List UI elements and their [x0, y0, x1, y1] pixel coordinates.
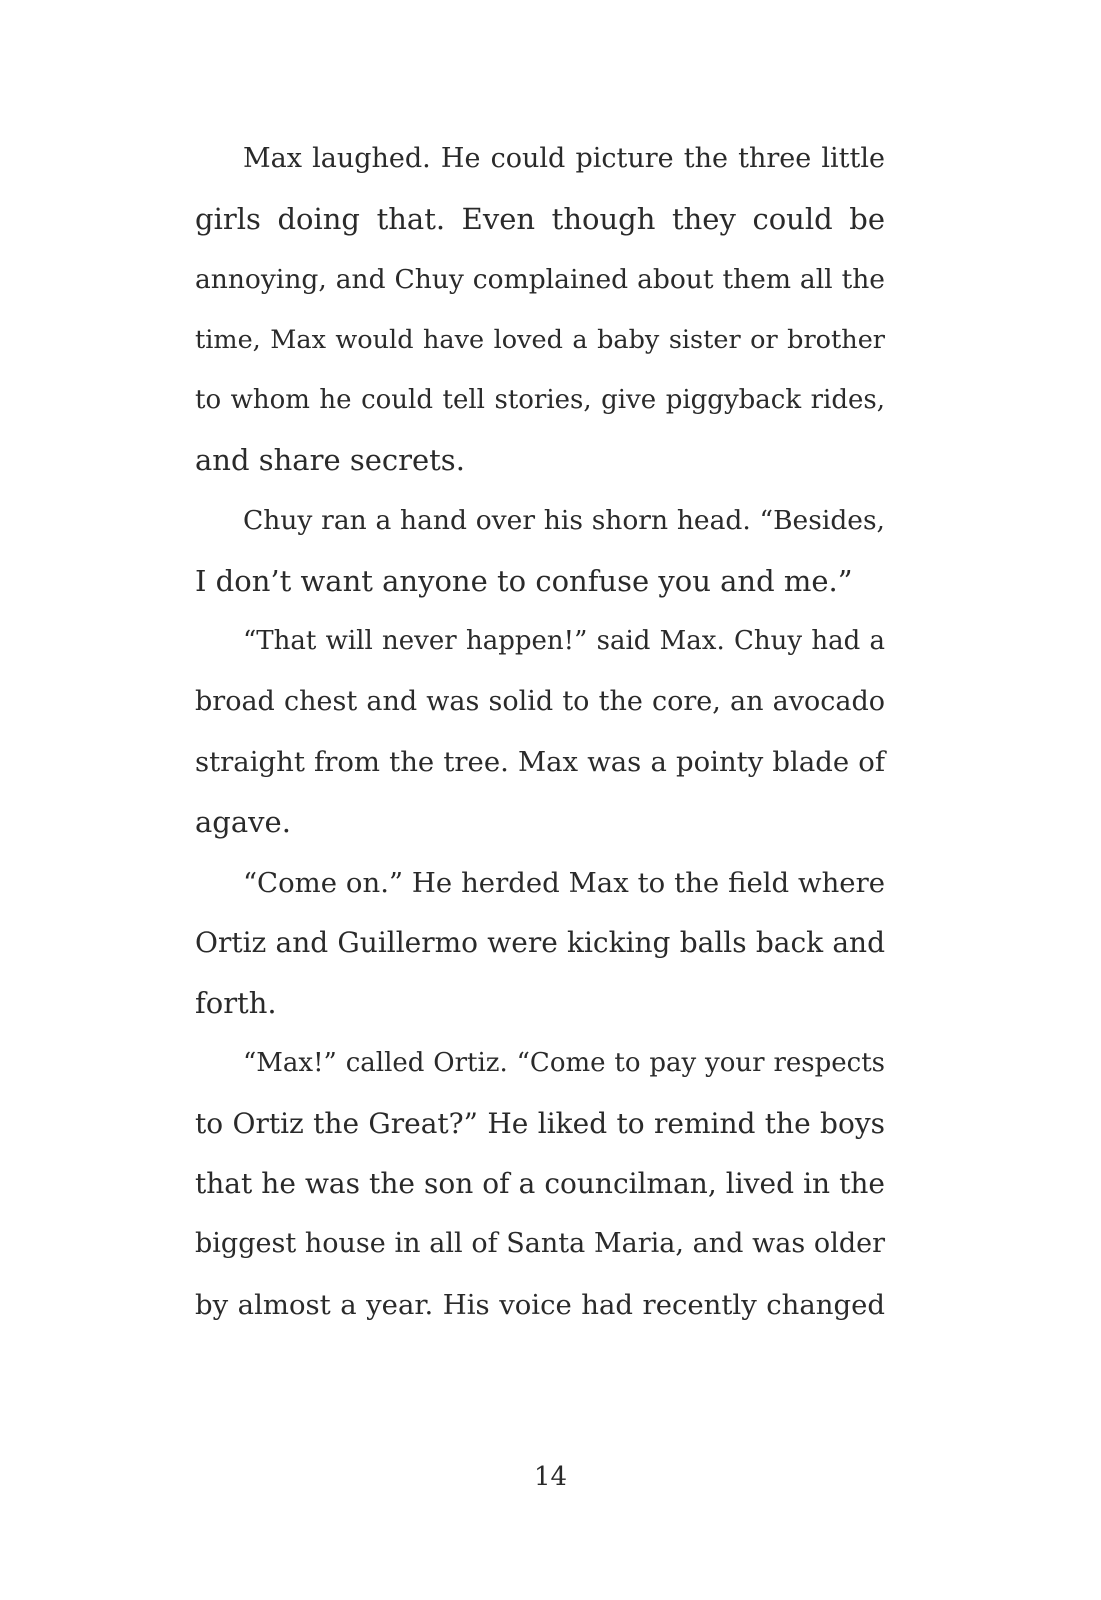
- text-line: time, Max would have loved a baby sister or brother: [195, 324, 885, 355]
- text-line: Ortiz and Guillermo were kicking balls back and: [195, 925, 885, 959]
- text-line: straight from the tree. Max was a pointy blade of: [195, 745, 885, 778]
- paragraph: [195, 129, 885, 491]
- page-number: 14: [533, 1462, 568, 1492]
- text-line: agave.: [195, 805, 291, 840]
- text-line: and share secrets.: [195, 443, 465, 478]
- paragraph: [195, 491, 885, 612]
- text-line: by almost a year. His voice had recently changed: [195, 1288, 885, 1321]
- paragraph: [195, 1033, 885, 1334]
- text-line: I don’t want anyone to confuse you and me.”: [195, 564, 853, 599]
- paragraph: [195, 611, 885, 852]
- body-text: [195, 129, 885, 1335]
- paragraph: [195, 853, 885, 1034]
- text-line: “Max!” called Ortiz. “Come to pay your respects: [243, 1048, 885, 1079]
- text-line: biggest house in all of Santa Maria, and was older: [195, 1228, 885, 1260]
- text-line: to Ortiz the Great?” He liked to remind the boys: [195, 1106, 885, 1140]
- text-line: Chuy ran a hand over his shorn head. “Besides,: [243, 504, 885, 536]
- text-line: “That will never happen!” said Max. Chuy had a: [243, 626, 885, 657]
- text-line: “Come on.” He herded Max to the field where: [243, 866, 885, 899]
- text-line: that he was the son of a councilman, lived in the: [195, 1167, 885, 1201]
- text-line: to whom he could tell stories, give piggyback rides,: [195, 385, 885, 416]
- text-line: Max laughed. He could picture the three little: [243, 143, 885, 174]
- text-line: broad chest and was solid to the core, an avocado: [195, 685, 885, 717]
- text-line: annoying, and Chuy complained about them all the: [195, 263, 885, 295]
- text-line: forth.: [195, 986, 277, 1021]
- text-line: girls doing that. Even though they could be: [195, 202, 885, 237]
